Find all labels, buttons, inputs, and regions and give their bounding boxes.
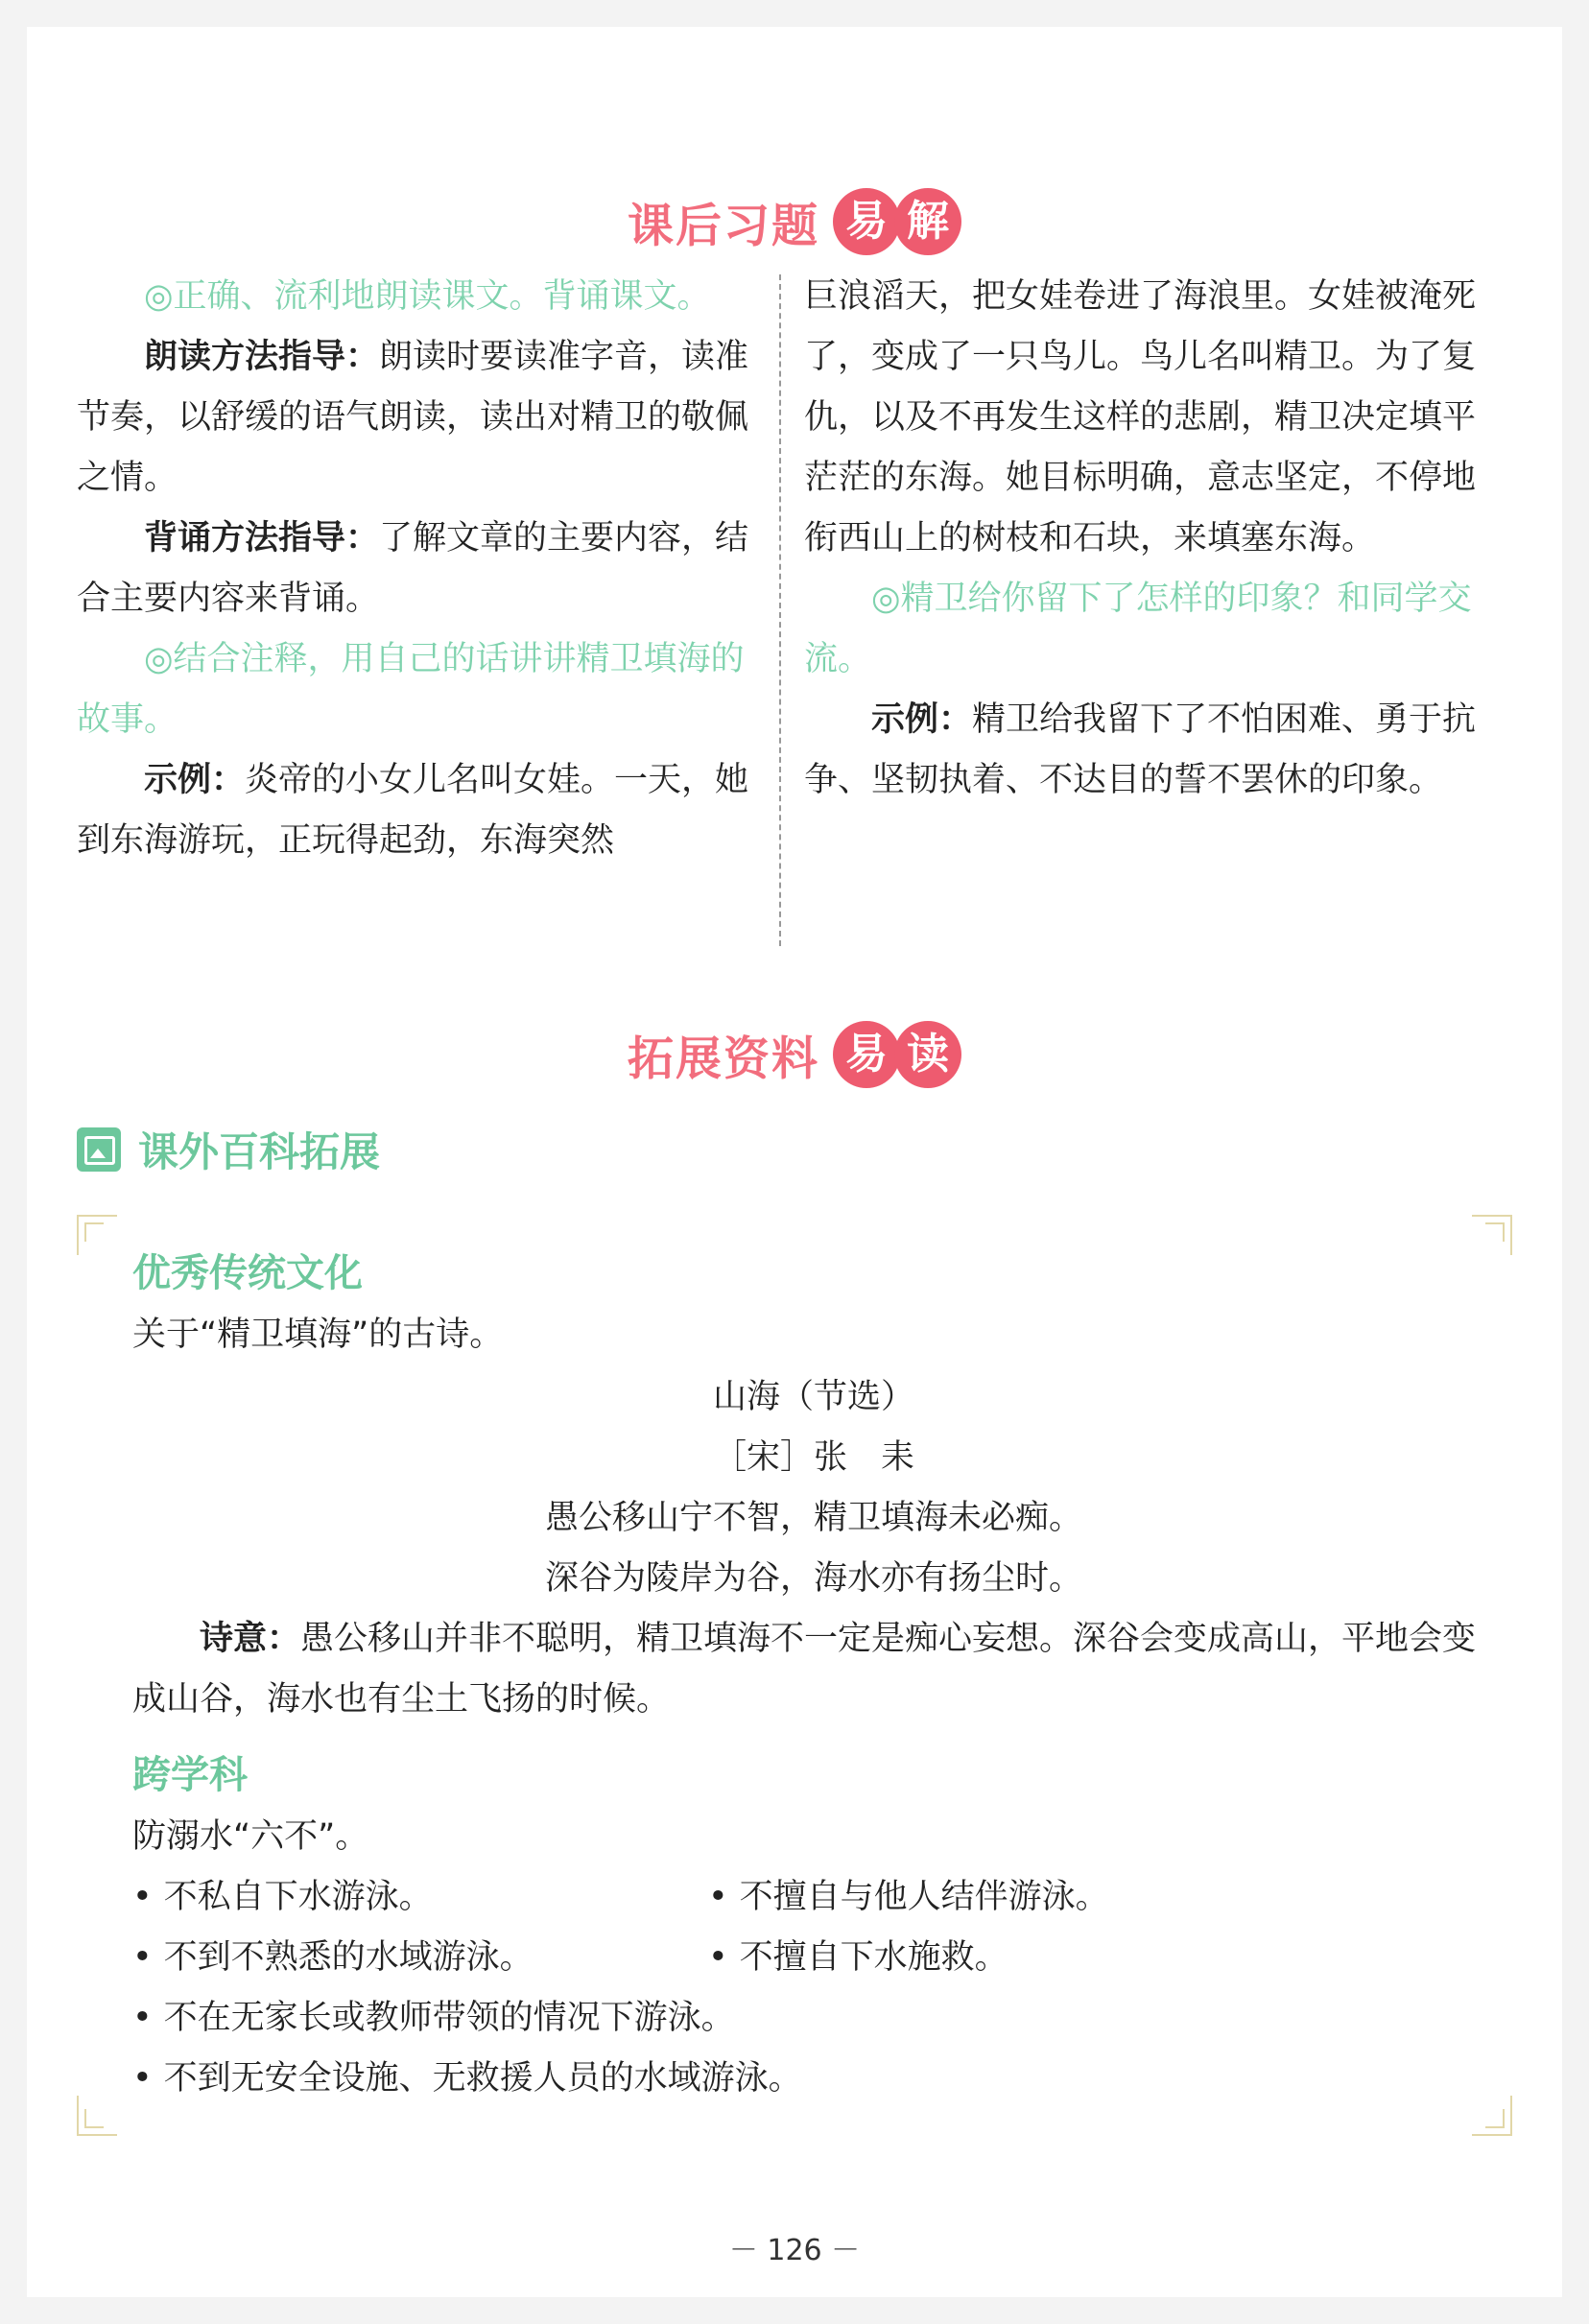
section-title: 拓展资料: [627, 1032, 819, 1086]
section-badge: 解: [894, 188, 961, 255]
poem-line: 深谷为陵岸为谷，海水亦有扬尘时。: [544, 1559, 1082, 1598]
exercise-right-column: [804, 267, 1481, 811]
subsection-header: [77, 1121, 380, 1178]
poem-author: ［宋］张 耒: [712, 1438, 914, 1477]
example-answer-1: [77, 750, 753, 871]
section-badge: 易: [833, 188, 900, 255]
question-3: ◎精卫给你留下了怎样的印象？和同学交流。: [804, 580, 1472, 678]
example-answer-2: [804, 690, 1481, 811]
list-item: • 不擅自与他人结伴游泳。: [708, 1878, 1109, 1916]
list-item: • 不到不熟悉的水域游泳。: [132, 1938, 534, 1977]
cross-subject-intro: 防溺水“六不”。: [132, 1817, 369, 1856]
subsection-title: 课外百科拓展: [138, 1128, 381, 1175]
section-header-exercises: [27, 188, 1562, 265]
recite-guide-text: 了解文章的主要内容，结合主要内容来背诵。: [77, 519, 749, 618]
corner-ornament: [77, 1215, 134, 1272]
section-badge: 易: [833, 1021, 900, 1088]
list-item: • 不私自下水游泳。: [132, 1878, 433, 1916]
meaning-text: 愚公移山并非不聪明，精卫填海不一定是痴心妄想。深谷会变成高山，平地会变成山谷，海水也有尘土飞扬的时候。: [132, 1620, 1477, 1719]
picture-icon: [77, 1127, 121, 1172]
reading-guide: [77, 327, 753, 509]
culture-heading: 优秀传统文化: [132, 1251, 363, 1295]
example-label: 示例：: [871, 700, 973, 739]
example-text: 精卫给我留下了不怕困难、勇于抗争、坚韧执着、不达目的誓不罢休的印象。: [804, 700, 1477, 799]
example-label: 示例：: [144, 761, 246, 799]
recite-guide-label: 背诵方法指导：: [144, 519, 380, 557]
safety-bullet-list: [132, 1867, 1495, 2109]
question-2: ◎结合注释，用自己的话讲讲精卫填海的故事。: [77, 640, 745, 739]
section-badge: 读: [894, 1021, 961, 1088]
poem-meaning: [132, 1609, 1495, 1730]
list-item: • 不在无家长或教师带领的情况下游泳。: [132, 1999, 735, 2037]
exercise-left-column: [77, 267, 753, 871]
reading-guide-label: 朗读方法指导：: [144, 338, 380, 376]
list-item: • 不到无安全设施、无救援人员的水域游泳。: [132, 2059, 802, 2098]
column-divider: [779, 274, 781, 946]
section-title: 课后习题: [627, 199, 819, 253]
list-item: • 不擅自下水施救。: [708, 1938, 1008, 1977]
meaning-label: 诗意：: [200, 1620, 301, 1658]
example-continuation: 巨浪滔天，把女娃卷进了海浪里。女娃被淹死了，变成了一只鸟儿。鸟儿名叫精卫。为了复仇，以及不再发生这样的悲剧，精卫决定填平茫茫的东海。她目标明确，意志坚定，不停地衔西山上的树枝和石块，来填塞东海。: [804, 277, 1477, 557]
page: [27, 27, 1562, 2297]
cross-subject-heading: 跨学科: [132, 1753, 248, 1797]
extension-box: [77, 1215, 1512, 2136]
recite-guide: [77, 509, 753, 629]
page-number: － 126 －: [728, 2234, 861, 2267]
poem-title: 山海（节选）: [712, 1378, 914, 1416]
example-text: 炎帝的小女儿名叫女娃。一天，她到东海游玩，正玩得起劲，东海突然: [77, 761, 749, 860]
corner-ornament: [77, 2078, 134, 2136]
poem-line: 愚公移山宁不智，精卫填海未必痴。: [544, 1499, 1082, 1537]
question-1: ◎正确、流利地朗读课文。背诵课文。: [144, 277, 711, 316]
section-header-extension: [27, 1021, 1562, 1098]
culture-intro: 关于“精卫填海”的古诗。: [132, 1316, 504, 1354]
extension-content: [132, 1215, 1495, 2109]
reading-guide-text: 朗读时要读准字音，读准节奏，以舒缓的语气朗读，读出对精卫的敬佩之情。: [77, 338, 749, 497]
